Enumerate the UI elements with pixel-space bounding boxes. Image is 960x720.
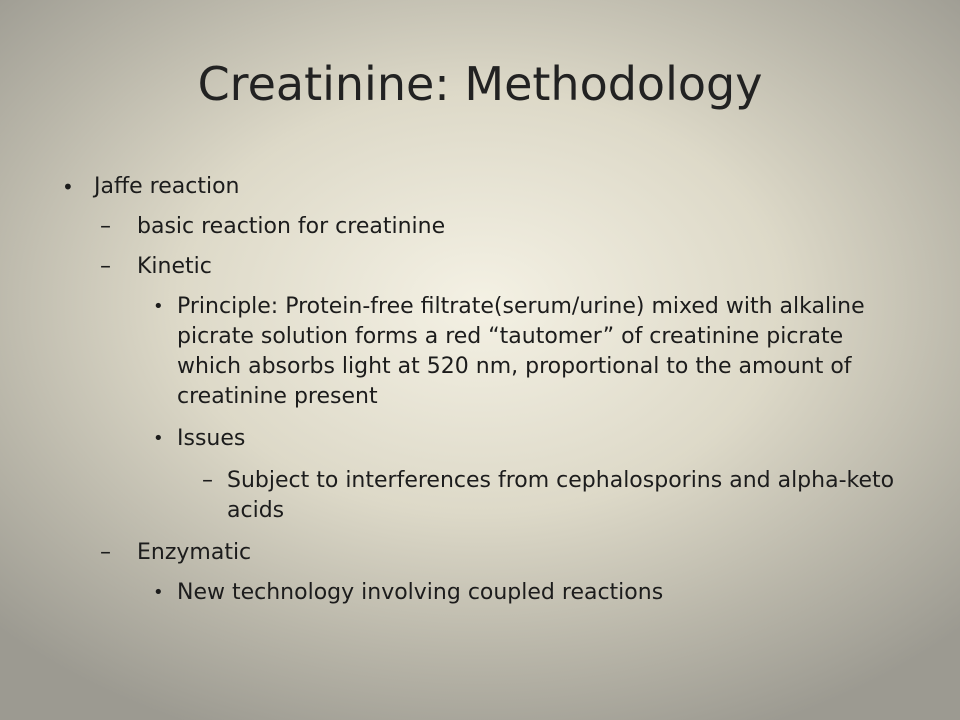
bullet-marker: • [153, 296, 164, 317]
bullet-text: Jaffe reaction [94, 174, 240, 199]
bullet-text: Kinetic [137, 254, 212, 279]
bullet-interferences [62, 466, 912, 526]
dash-marker: – [100, 214, 111, 239]
bullet-issues [62, 424, 912, 454]
bullet-list [62, 172, 912, 620]
bullet-jaffe-reaction [62, 172, 912, 202]
bullet-basic-reaction [62, 212, 912, 242]
bullet-text: basic reaction for creatinine [137, 214, 446, 239]
bullet-kinetic [62, 252, 912, 282]
bullet-text: New technology involving coupled reactions [177, 580, 664, 605]
bullet-new-technology [62, 578, 912, 608]
bullet-text: Enzymatic [137, 540, 252, 565]
bullet-text: Principle: Protein-free filtrate(serum/urine) mixed with alkaline picrate solution forms a red “tautomer” of creatinine picrate which absorbs light at 520 nm, proportional to the amount of creatinine present [177, 294, 865, 409]
dash-marker: – [202, 468, 213, 493]
bullet-text: Subject to interferences from cephalosporins and alpha-keto acids [227, 468, 895, 523]
bullet-marker: • [153, 582, 164, 603]
bullet-text: Issues [177, 426, 246, 451]
bullet-principle [62, 292, 912, 412]
bullet-marker: • [62, 175, 74, 199]
bullet-marker: • [153, 428, 164, 449]
dash-marker: – [100, 540, 111, 565]
dash-marker: – [100, 254, 111, 279]
bullet-enzymatic [62, 538, 912, 568]
slide-title: Creatinine: Methodology [197, 57, 763, 111]
